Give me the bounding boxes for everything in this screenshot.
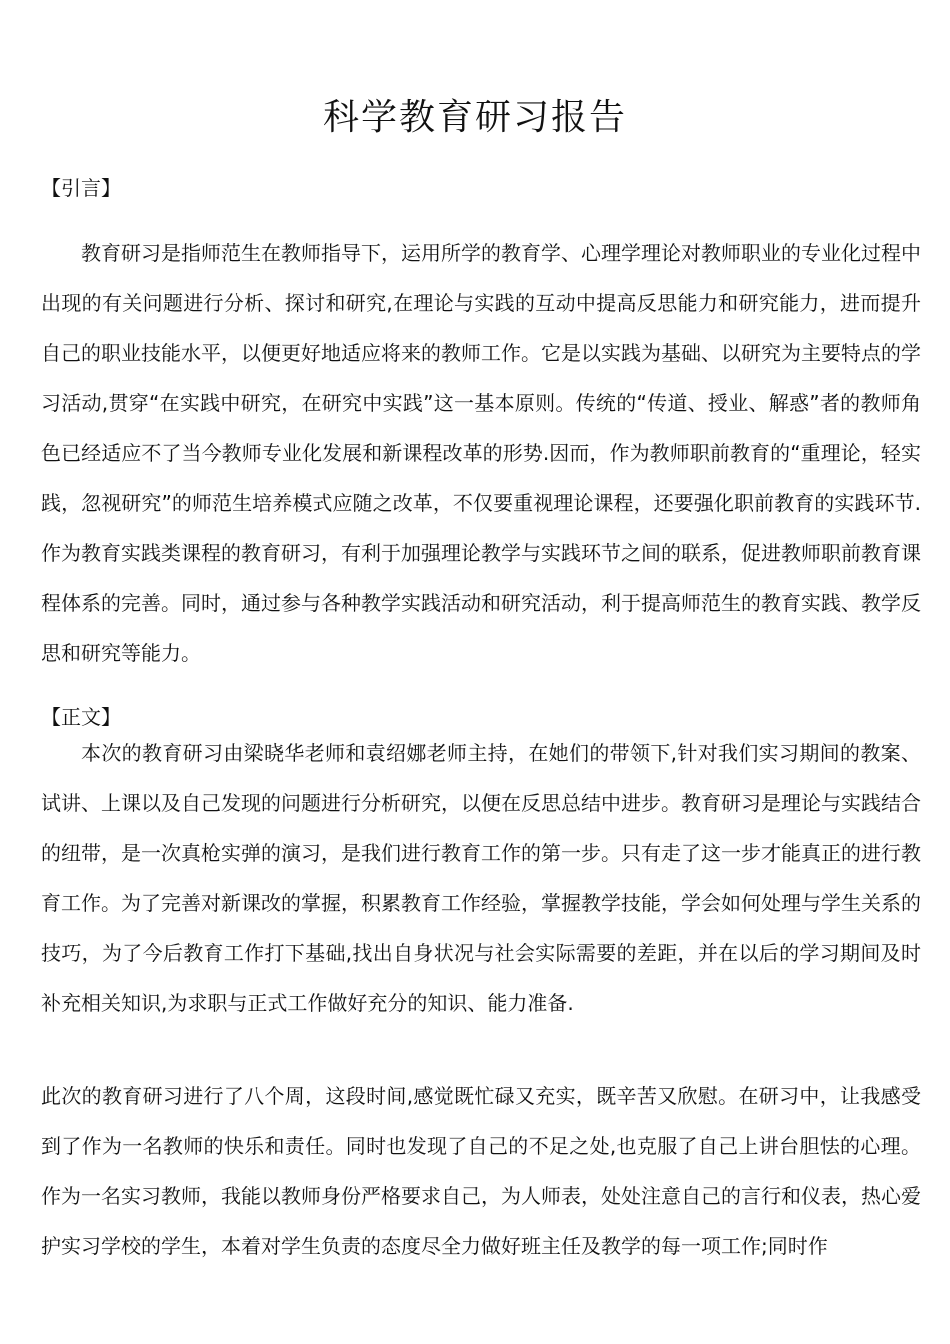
introduction-paragraph: 教育研习是指师范生在教师指导下，运用所学的教育学、心理学理论对教师职业的专业化过程中出现的有关问题进行分析、探讨和研究,在理论与实践的互动中提高反思能力和研究能力，进而提升自己的职业技能水平，以便更好地适应将来的教师工作。它是以实践为基础、以研究为主要特点的学习活动,贯穿“在实践中研究，在研究中实践”这一基本原则。传统的“传道、授业、解惑”者的教师角色已经适应不了当今教师专业化发展和新课程改革的形势.因而，作为教师职前教育的“重理论，轻实践，忽视研究”的师范生培养模式应随之改革，不仅要重视理论课程，还要强化职前教育的实践环节.作为教育实践类课程的教育研习，有利于加强理论教学与实践环节之间的联系，促进教师职前教育课程体系的完善。同时，通过参与各种教学实践活动和研究活动，利于提高师范生的教育实践、教学反思和研究等能力。 — [41, 241, 921, 665]
section-heading-introduction: 【引言】 — [41, 176, 121, 200]
body-paragraph-1: 本次的教育研习由梁晓华老师和袁绍娜老师主持，在她们的带领下,针对我们实习期间的教案、试讲、上课以及自己发现的问题进行分析研究，以便在反思总结中进步。教育研习是理论与实践结合的纽带，是一次真枪实弹的演习，是我们进行教育工作的第一步。只有走了这一步才能真正的进行教育工作。为了完善对新课改的掌握，积累教育工作经验，掌握教学技能，学会如何处理与学生关系的技巧，为了今后教育工作打下基础,找出自身状况与社会实际需要的差距，并在以后的学习期间及时补充相关知识,为求职与正式工作做好充分的知识、能力准备. — [41, 741, 921, 1015]
section-heading-body: 【正文】 — [41, 705, 121, 729]
document-title: 科学教育研习报告 — [322, 97, 627, 138]
body-paragraph-2: 此次的教育研习进行了八个周，这段时间,感觉既忙碌又充实，既辛苦又欣慰。在研习中，让我感受到了作为一名教师的快乐和责任。同时也发现了自己的不足之处,也克服了自己上讲台胆怯的心理。作为一名实习教师，我能以教师身份严格要求自己，为人师表，处处注意自己的言行和仪表，热心爱护实习学校的学生，本着对学生负责的态度尽全力做好班主任及教学的每一项工作;同时作 — [41, 1084, 921, 1258]
